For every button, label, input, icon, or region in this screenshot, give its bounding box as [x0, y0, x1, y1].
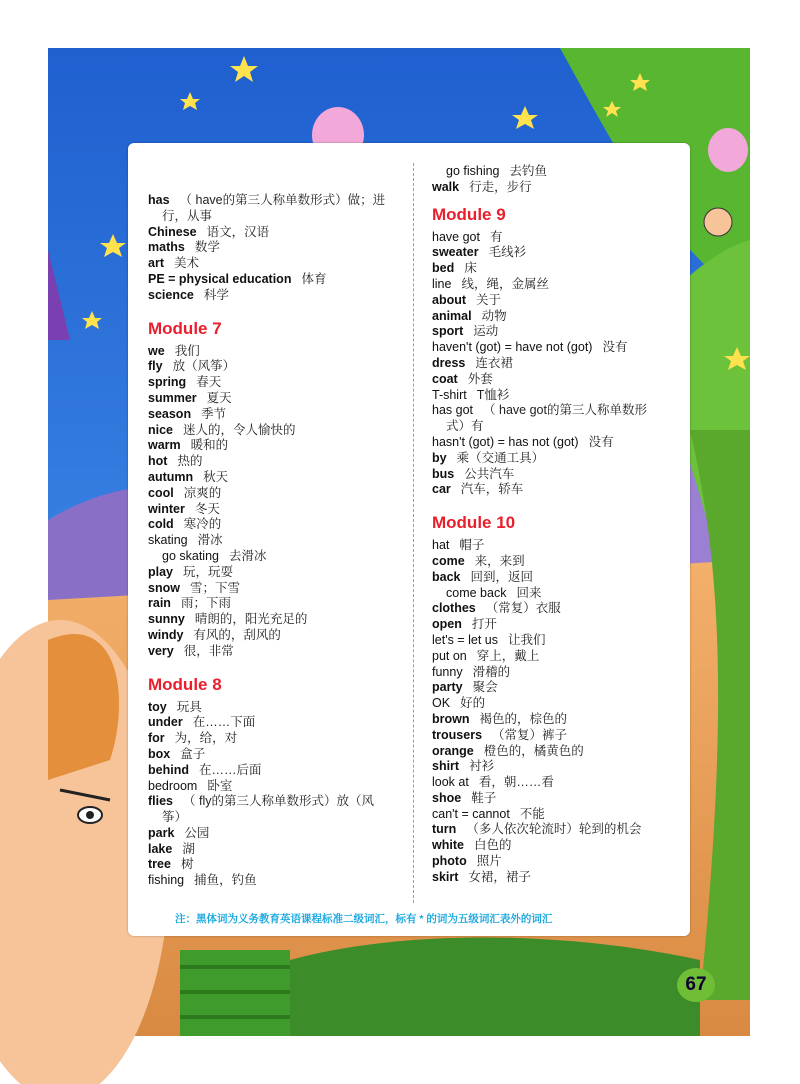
vocab-entry — [432, 617, 682, 633]
vocab-word: come — [432, 553, 465, 568]
vocab-meaning: 滑冰 — [197, 533, 223, 548]
vocab-meaning: T恤衫 — [476, 387, 510, 402]
vocab-entry — [148, 359, 410, 375]
vocab-word: trousers — [432, 727, 483, 742]
vocab-meaning: 行走，步行 — [469, 179, 532, 194]
vocab-word: maths — [148, 240, 185, 255]
vocab-meaning: 玩具 — [176, 699, 202, 714]
vocab-word: very — [148, 643, 174, 658]
vocab-word: spring — [148, 375, 187, 390]
vocab-word: flies — [148, 794, 174, 809]
vocab-entry — [148, 225, 410, 241]
vocab-word: skirt — [432, 869, 459, 884]
vocab-word: season — [148, 406, 192, 421]
vocab-meaning: 来，来到 — [474, 553, 525, 568]
vocab-word: toy — [148, 699, 167, 714]
vocab-entry — [432, 680, 682, 696]
vocab-meaning: 鞋子 — [471, 790, 497, 805]
vocab-entry — [432, 854, 682, 870]
vocab-word: bedroom — [148, 778, 198, 793]
vocab-meaning: 连衣裙 — [475, 355, 513, 370]
vocab-meaning: 毛线衫 — [488, 245, 527, 260]
column-divider — [413, 163, 414, 903]
vocab-meaning: 穿上，戴上 — [476, 648, 540, 663]
vocab-meaning: （ have的第三人称单数形式）做；进 — [179, 193, 386, 207]
vocab-word: brown — [432, 711, 470, 726]
vocab-entry — [432, 180, 682, 196]
vocab-meaning: 夏天 — [206, 390, 232, 405]
page-number: 67 — [677, 968, 715, 1002]
vocab-entry — [432, 696, 682, 712]
vocab-word: look at — [432, 775, 469, 790]
vocab-entry — [432, 633, 682, 649]
vocab-word: funny — [432, 664, 463, 679]
footnote: 注：黑体词为义务教育英语课程标准二级词汇，标有 * 的词为五级词汇表外的词汇 — [175, 913, 553, 925]
vocab-entry — [432, 775, 682, 791]
right-column — [432, 164, 682, 886]
vocab-entry — [432, 164, 682, 180]
vocab-word: lake — [148, 841, 173, 856]
module-title: Module 10 — [432, 513, 516, 533]
vocab-entry — [432, 372, 682, 388]
vocab-entry — [148, 407, 410, 423]
vocab-entry — [148, 779, 410, 795]
vocab-word: sport — [432, 324, 464, 339]
vocab-word: by — [432, 450, 447, 465]
vocab-entry — [148, 391, 410, 407]
vocab-word: bed — [432, 261, 455, 276]
vocab-entry — [432, 838, 682, 854]
vocab-word: hat — [432, 538, 450, 553]
vocab-meaning: 回来 — [516, 585, 542, 600]
vocab-entry — [432, 451, 682, 467]
vocab-word: haven't (got) = have not (got) — [432, 340, 593, 355]
vocab-entry — [148, 700, 410, 716]
vocab-entry — [432, 435, 682, 451]
vocab-meaning: 帽子 — [459, 538, 485, 553]
module-title: Module 9 — [432, 204, 506, 224]
vocab-meaning: 玩，玩耍 — [183, 564, 234, 579]
vocab-entry — [432, 759, 682, 775]
vocab-word: science — [148, 287, 194, 302]
vocab-entry — [432, 467, 682, 483]
vocab-meaning: 褐色的，棕色的 — [479, 711, 568, 726]
vocab-word: for — [148, 731, 165, 746]
vocab-meaning: 有风的，刮风的 — [193, 627, 281, 642]
vocab-meaning: 女裙，裙子 — [468, 869, 531, 884]
vocab-meaning: 捕鱼，钓鱼 — [194, 873, 257, 888]
vocab-entry — [432, 324, 682, 340]
vocab-word: OK — [432, 696, 451, 711]
vocab-meaning: 没有 — [602, 340, 628, 355]
vocab-word: cold — [148, 517, 174, 532]
vocab-entry — [148, 794, 410, 810]
vocab-entry — [148, 193, 410, 209]
vocab-entry — [432, 822, 682, 838]
vocab-entry — [432, 744, 682, 760]
vocab-word: let's = let us — [432, 632, 498, 647]
vocab-meaning: 我们 — [174, 343, 200, 358]
vocab-meaning: 公园 — [184, 825, 210, 840]
vocab-meaning: 乘（交通工具） — [456, 450, 545, 465]
vocab-meaning: （ fly的第三人称单数形式）放（风 — [183, 794, 374, 809]
vocab-word: coat — [432, 371, 458, 386]
vocab-word: box — [148, 746, 171, 761]
vocab-entry — [148, 747, 410, 763]
vocab-meaning: 让我们 — [507, 632, 546, 647]
vocab-meaning: 外套 — [467, 371, 493, 386]
vocab-meaning: 凉爽的 — [183, 485, 222, 500]
vocab-word: photo — [432, 854, 467, 869]
vocab-entry — [432, 340, 682, 356]
vocab-word: autumn — [148, 469, 194, 484]
vocab-entry — [148, 565, 410, 581]
vocab-word: shirt — [432, 759, 460, 774]
vocab-meaning: 动物 — [481, 308, 507, 323]
vocab-word: come back — [446, 585, 507, 600]
vocab-meaning: 照片 — [476, 854, 502, 869]
vocab-entry — [148, 240, 410, 256]
vocab-meaning: 秋天 — [203, 469, 229, 484]
vocab-word: open — [432, 617, 462, 632]
vocab-meaning: 语文，汉语 — [206, 224, 270, 239]
vocab-entry — [148, 842, 410, 858]
vocab-word: summer — [148, 390, 197, 405]
vocab-meaning: 好的 — [460, 696, 486, 711]
vocab-word: Chinese — [148, 224, 197, 239]
vocab-entry — [148, 628, 410, 644]
vocab-entry — [148, 873, 410, 889]
vocab-word: orange — [432, 743, 474, 758]
vocab-word: art — [148, 256, 164, 271]
vocab-word: dress — [432, 355, 466, 370]
vocab-entry — [432, 388, 682, 404]
vocab-entry — [432, 586, 682, 602]
left-column — [148, 193, 410, 889]
vocab-word: can't = cannot — [432, 806, 510, 821]
vocab-entry — [148, 596, 410, 612]
vocab-meaning: 放（风筝） — [172, 359, 236, 374]
vocab-entry — [432, 403, 682, 419]
vocab-meaning: 冬天 — [194, 501, 220, 516]
vocab-word: clothes — [432, 601, 476, 616]
vocab-meaning: 打开 — [471, 617, 497, 632]
vocab-entry — [148, 857, 410, 873]
vocab-word: animal — [432, 308, 472, 323]
vocab-entry — [148, 549, 410, 565]
vocab-word: sweater — [432, 245, 479, 260]
vocab-meaning-continued: 筝） — [162, 810, 188, 825]
vocab-meaning-continued: 式）有 — [446, 419, 484, 434]
vocab-word: rain — [148, 596, 171, 611]
vocab-word: turn — [432, 822, 457, 837]
vocab-meaning: 热的 — [177, 454, 203, 469]
vocab-word: tree — [148, 857, 171, 872]
vocab-entry — [148, 438, 410, 454]
vocab-word: winter — [148, 501, 185, 516]
vocab-word: has got — [432, 403, 474, 418]
vocab-meaning: 体育 — [301, 271, 327, 286]
vocab-word: about — [432, 292, 467, 307]
vocab-meaning-continued: 行，从事 — [162, 208, 213, 223]
vocab-entry — [432, 807, 682, 823]
vocab-entry — [432, 482, 682, 498]
vocab-entry — [432, 356, 682, 372]
vocab-entry — [432, 309, 682, 325]
vocab-word: line — [432, 276, 452, 291]
vocab-word: sunny — [148, 612, 185, 627]
vocab-entry — [432, 570, 682, 586]
module-title: Module 8 — [148, 674, 222, 694]
vocab-entry — [432, 277, 682, 293]
vocab-entry — [432, 245, 682, 261]
vocab-meaning: 科学 — [203, 287, 229, 302]
vocab-meaning: 很，非常 — [183, 643, 234, 658]
vocab-meaning: 数学 — [194, 240, 220, 255]
vocab-meaning: 季节 — [201, 406, 227, 421]
vocab-meaning: 寒冷的 — [183, 517, 222, 532]
vocab-meaning: 湖 — [182, 841, 195, 856]
vocab-word: behind — [148, 762, 189, 777]
vocab-word: put on — [432, 648, 467, 663]
vocab-entry — [148, 288, 410, 304]
vocab-word: PE = physical education — [148, 271, 292, 286]
vocab-entry — [148, 454, 410, 470]
vocab-word: go fishing — [446, 164, 500, 178]
vocab-entry — [148, 272, 410, 288]
vocab-word: hot — [148, 454, 168, 469]
vocab-entry — [148, 644, 410, 660]
vocab-word: we — [148, 343, 165, 358]
vocab-meaning: 衬衫 — [469, 759, 495, 774]
module-title: Module 7 — [148, 318, 222, 338]
vocab-meaning: 树 — [180, 857, 194, 872]
vocab-word: go skating — [162, 548, 219, 563]
vocab-entry — [432, 649, 682, 665]
vocab-meaning: 雪；下雪 — [189, 580, 240, 595]
vocab-meaning: 运动 — [473, 324, 499, 339]
vocab-word: party — [432, 680, 463, 695]
vocab-meaning: 在……后面 — [198, 762, 262, 777]
vocab-meaning: 线，绳，金属丝 — [461, 276, 549, 291]
vocab-entry — [432, 230, 682, 246]
vocab-meaning: 美术 — [173, 256, 199, 271]
vocab-word: windy — [148, 627, 184, 642]
vocab-meaning: 关于 — [476, 292, 502, 307]
vocab-word: snow — [148, 580, 180, 595]
vocab-meaning: 回到，返回 — [470, 569, 534, 584]
vocab-entry — [432, 601, 682, 617]
vocab-meaning: 暖和的 — [190, 438, 229, 453]
vocab-meaning: 春天 — [196, 375, 222, 390]
vocab-meaning: 去钓鱼 — [509, 164, 548, 178]
vocab-meaning: 去滑冰 — [228, 548, 267, 563]
vocab-meaning: 汽车，轿车 — [460, 482, 524, 497]
vocab-word: car — [432, 482, 451, 497]
vocab-entry — [148, 517, 410, 533]
vocab-meaning: 橙色的，橘黄色的 — [483, 743, 584, 758]
vocab-word: have got — [432, 229, 480, 244]
vocab-meaning: 白色的 — [473, 838, 512, 853]
vocab-entry — [432, 791, 682, 807]
vocab-word: warm — [148, 438, 181, 453]
vocab-entry — [148, 344, 410, 360]
vocab-meaning: 没有 — [588, 434, 614, 449]
vocab-entry — [148, 502, 410, 518]
vocab-meaning: 为，给，对 — [174, 731, 238, 746]
vocab-entry — [148, 715, 410, 731]
vocab-word: bus — [432, 466, 455, 481]
vocab-entry — [148, 423, 410, 439]
vocab-word: park — [148, 825, 175, 840]
vocab-meaning: 滑稽的 — [472, 664, 511, 679]
vocab-meaning: 有 — [489, 229, 503, 244]
vocab-meaning: 在……下面 — [192, 715, 256, 730]
vocab-meaning: 卧室 — [207, 778, 233, 793]
vocab-meaning: 盒子 — [180, 746, 206, 761]
vocab-entry — [432, 293, 682, 309]
vocab-meaning: （常复）衣服 — [485, 601, 561, 616]
vocab-meaning: 床 — [464, 261, 477, 276]
vocab-meaning: 聚会 — [472, 680, 498, 695]
vocab-meaning: （常复）裤子 — [492, 727, 568, 742]
vocab-word: play — [148, 564, 174, 579]
vocab-word: fly — [148, 359, 163, 374]
vocab-entry — [148, 731, 410, 747]
vocab-entry — [432, 870, 682, 886]
vocab-entry — [432, 538, 682, 554]
vocab-entry — [432, 554, 682, 570]
vocab-entry — [148, 375, 410, 391]
vocab-word: T-shirt — [432, 387, 467, 402]
vocab-word: back — [432, 569, 461, 584]
vocab-meaning: 雨；下雨 — [180, 596, 231, 611]
vocab-entry — [148, 612, 410, 628]
vocab-entry — [148, 486, 410, 502]
vocab-entry — [432, 261, 682, 277]
vocab-entry — [148, 581, 410, 597]
vocab-word: white — [432, 838, 464, 853]
vocab-word: has — [148, 193, 170, 207]
vocab-meaning: （ have got的第三人称单数形 — [483, 403, 647, 418]
vocab-word: skating — [148, 533, 188, 548]
vocab-word: under — [148, 715, 183, 730]
vocab-meaning: （多人依次轮流时）轮到的机会 — [466, 822, 642, 837]
vocab-entry — [148, 470, 410, 486]
vocab-meaning: 看，朝……看 — [478, 775, 554, 790]
vocab-entry — [432, 712, 682, 728]
vocab-word: fishing — [148, 873, 185, 888]
vocab-entry — [432, 728, 682, 744]
vocab-meaning: 公共汽车 — [464, 466, 515, 481]
vocab-entry — [432, 665, 682, 681]
vocab-word: nice — [148, 422, 174, 437]
vocab-entry — [148, 256, 410, 272]
vocab-meaning: 晴朗的，阳光充足的 — [194, 612, 308, 627]
vocab-word: hasn't (got) = has not (got) — [432, 434, 579, 449]
vocab-word: shoe — [432, 790, 462, 805]
vocab-word: cool — [148, 485, 174, 500]
vocab-word: walk — [432, 179, 460, 194]
vocab-entry — [148, 533, 410, 549]
vocab-meaning: 迷人的，令人愉快的 — [183, 422, 296, 437]
vocab-meaning: 不能 — [519, 806, 545, 821]
vocab-entry — [148, 826, 410, 842]
vocab-entry — [148, 763, 410, 779]
